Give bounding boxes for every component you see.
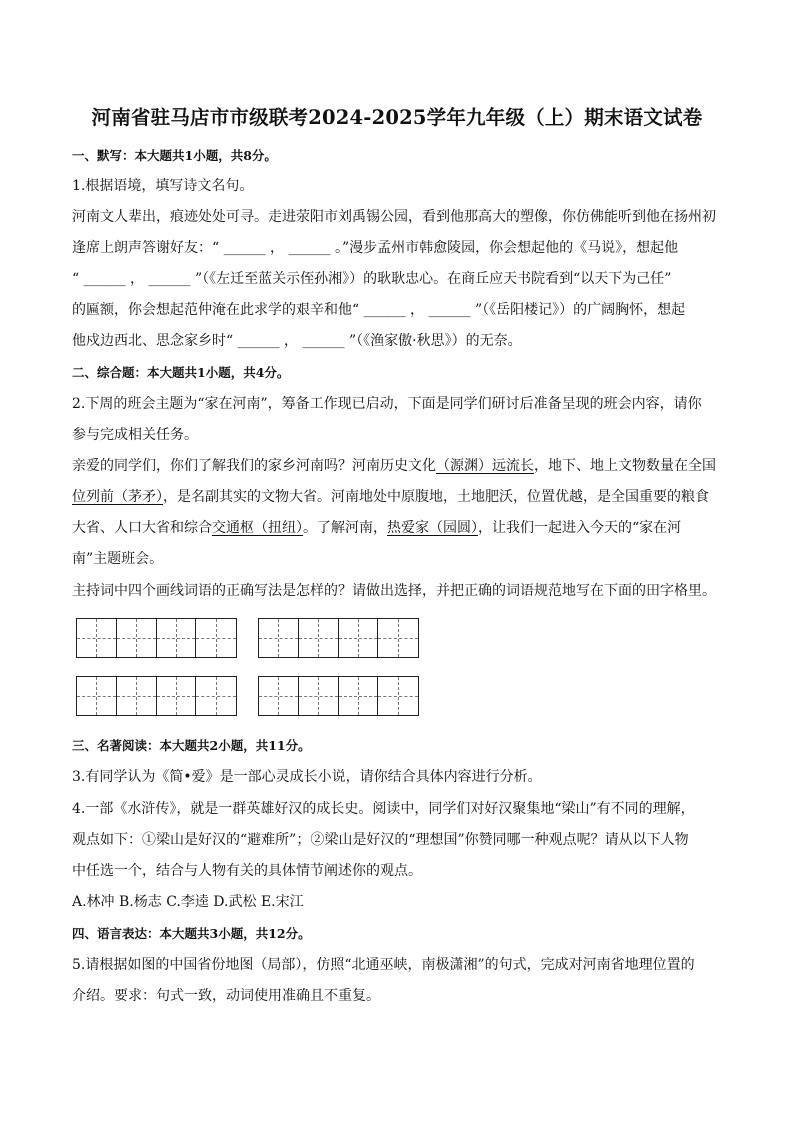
question-3-text: 3.有同学认为《简•爱》是一部心灵成长小说，请你结合具体内容进行分析。 — [72, 769, 542, 785]
writing-grid[interactable] — [76, 618, 237, 658]
grid-cell[interactable] — [259, 677, 299, 715]
grid-cell[interactable] — [378, 619, 418, 657]
writing-grid[interactable] — [258, 676, 419, 716]
question-4-line: 中任选一个，结合与人物有关的具体情节阐述你的观点。 — [72, 863, 422, 879]
question-5-line: 5.请根据如图的中国省份地图（局部），仿照“北通巫峡，南极潇湘”的句式，完成对河南省地理位置的 — [72, 957, 695, 973]
question-1-prompt: 1.根据语境，填写诗文名句。 — [72, 178, 254, 194]
question-2-task: 主持词中四个画线词语的正确写法是怎样的？请做出选择，并把正确的词语规范地写在下面的田字格里。 — [72, 583, 716, 599]
grid-cell[interactable] — [117, 619, 157, 657]
passage-line: 大省、人口大省和综合交通枢（扭纽）。了解河南，热爱家（园圆），让我们一起进入今天的“家在河 — [72, 520, 682, 536]
passage-line: 亲爱的同学们，你们了解我们的家乡河南吗？河南历史文化（源渊）远流长，地下、地上文物数量在全国 — [72, 458, 716, 474]
grid-cell[interactable] — [77, 619, 117, 657]
question-5-line: 介绍。要求：句式一致，动词使用准确且不重复。 — [72, 988, 380, 1004]
grid-cell[interactable] — [339, 677, 379, 715]
grid-cell[interactable] — [339, 619, 379, 657]
underlined-word-4: 热爱家（园圆） — [387, 520, 478, 536]
section-heading-expression: 四、语言表达：本大题共3小题，共12分。 — [72, 926, 311, 941]
writing-grid[interactable] — [76, 676, 237, 716]
question-1-line: 的匾额，你会想起范仲淹在此求学的艰辛和他“ ______ ， ______ ”（《岳阳楼记》）的广阔胸怀，想起 — [72, 302, 686, 318]
question-4-line: 观点如下：①梁山是好汉的“避难所”；②梁山是好汉的“理想国”你赞同哪一种观点呢？请从以下人物 — [72, 832, 689, 848]
exam-title: 河南省驻马店市市级联考2024-2025学年九年级（上）期末语文试卷 — [91, 106, 703, 129]
grid-cell[interactable] — [117, 677, 157, 715]
underlined-word-1: （源渊）远流长 — [436, 458, 534, 474]
question-2-prompt: 2.下周的班会主题为“家在河南”，筹备工作现已启动，下面是同学们研讨后准备呈现的班会内容，请你 — [72, 396, 702, 412]
underlined-word-2: 位列前（茅矛） — [72, 489, 163, 505]
section-heading-comprehensive: 二、综合题：本大题共1小题，共4分。 — [72, 365, 290, 380]
question-1-line: 逢席上朗声答谢好友：“ ______ ， ______ 。”漫步孟州市韩愈陵园，你会想起他的《马说》，想起他 — [72, 240, 679, 256]
underlined-word-3: 交通枢（扭纽） — [212, 520, 303, 536]
writing-grid[interactable] — [258, 618, 419, 658]
section-heading-dictation: 一、默写：本大题共1小题，共8分。 — [72, 148, 277, 163]
question-1-line: 他戍边西北、思念家乡时“ ______ ， ______ ”（《渔家傲·秋思》）的无奈。 — [72, 333, 522, 349]
question-1-line: “ ______ ， ______ ”（《左迁至蓝关示侄孙湘》）的耿耿忠心。在商丘应天书院看到“以天下为己任” — [72, 271, 672, 287]
question-4-options: A.林冲 B.杨志 C.李逵 D.武松 E.宋江 — [72, 894, 304, 910]
grid-cell[interactable] — [157, 677, 197, 715]
question-4-line: 4.一部《水浒传》，就是一群英雄好汉的成长史。阅读中，同学们对好汉聚集地“梁山”有不同的理解， — [72, 801, 695, 817]
question-2-prompt: 参与完成相关任务。 — [72, 427, 198, 443]
grid-cell[interactable] — [299, 677, 339, 715]
grid-cell[interactable] — [196, 677, 236, 715]
passage-line: 南”主题班会。 — [72, 551, 164, 567]
grid-cell[interactable] — [259, 619, 299, 657]
grid-cell[interactable] — [77, 677, 117, 715]
question-1-line: 河南文人辈出，痕迹处处可寻。走进荥阳市刘禹锡公园，看到他那高大的塑像，你仿佛能听到他在扬州初 — [72, 209, 716, 225]
grid-cell[interactable] — [157, 619, 197, 657]
grid-cell[interactable] — [378, 677, 418, 715]
grid-cell[interactable] — [196, 619, 236, 657]
section-heading-classics: 三、名著阅读：本大题共2小题，共11分。 — [72, 738, 311, 753]
grid-cell[interactable] — [299, 619, 339, 657]
passage-line: 位列前（茅矛），是名副其实的文物大省。河南地处中原腹地，土地肥沃，位置优越，是全国重要的粮食 — [72, 489, 709, 505]
